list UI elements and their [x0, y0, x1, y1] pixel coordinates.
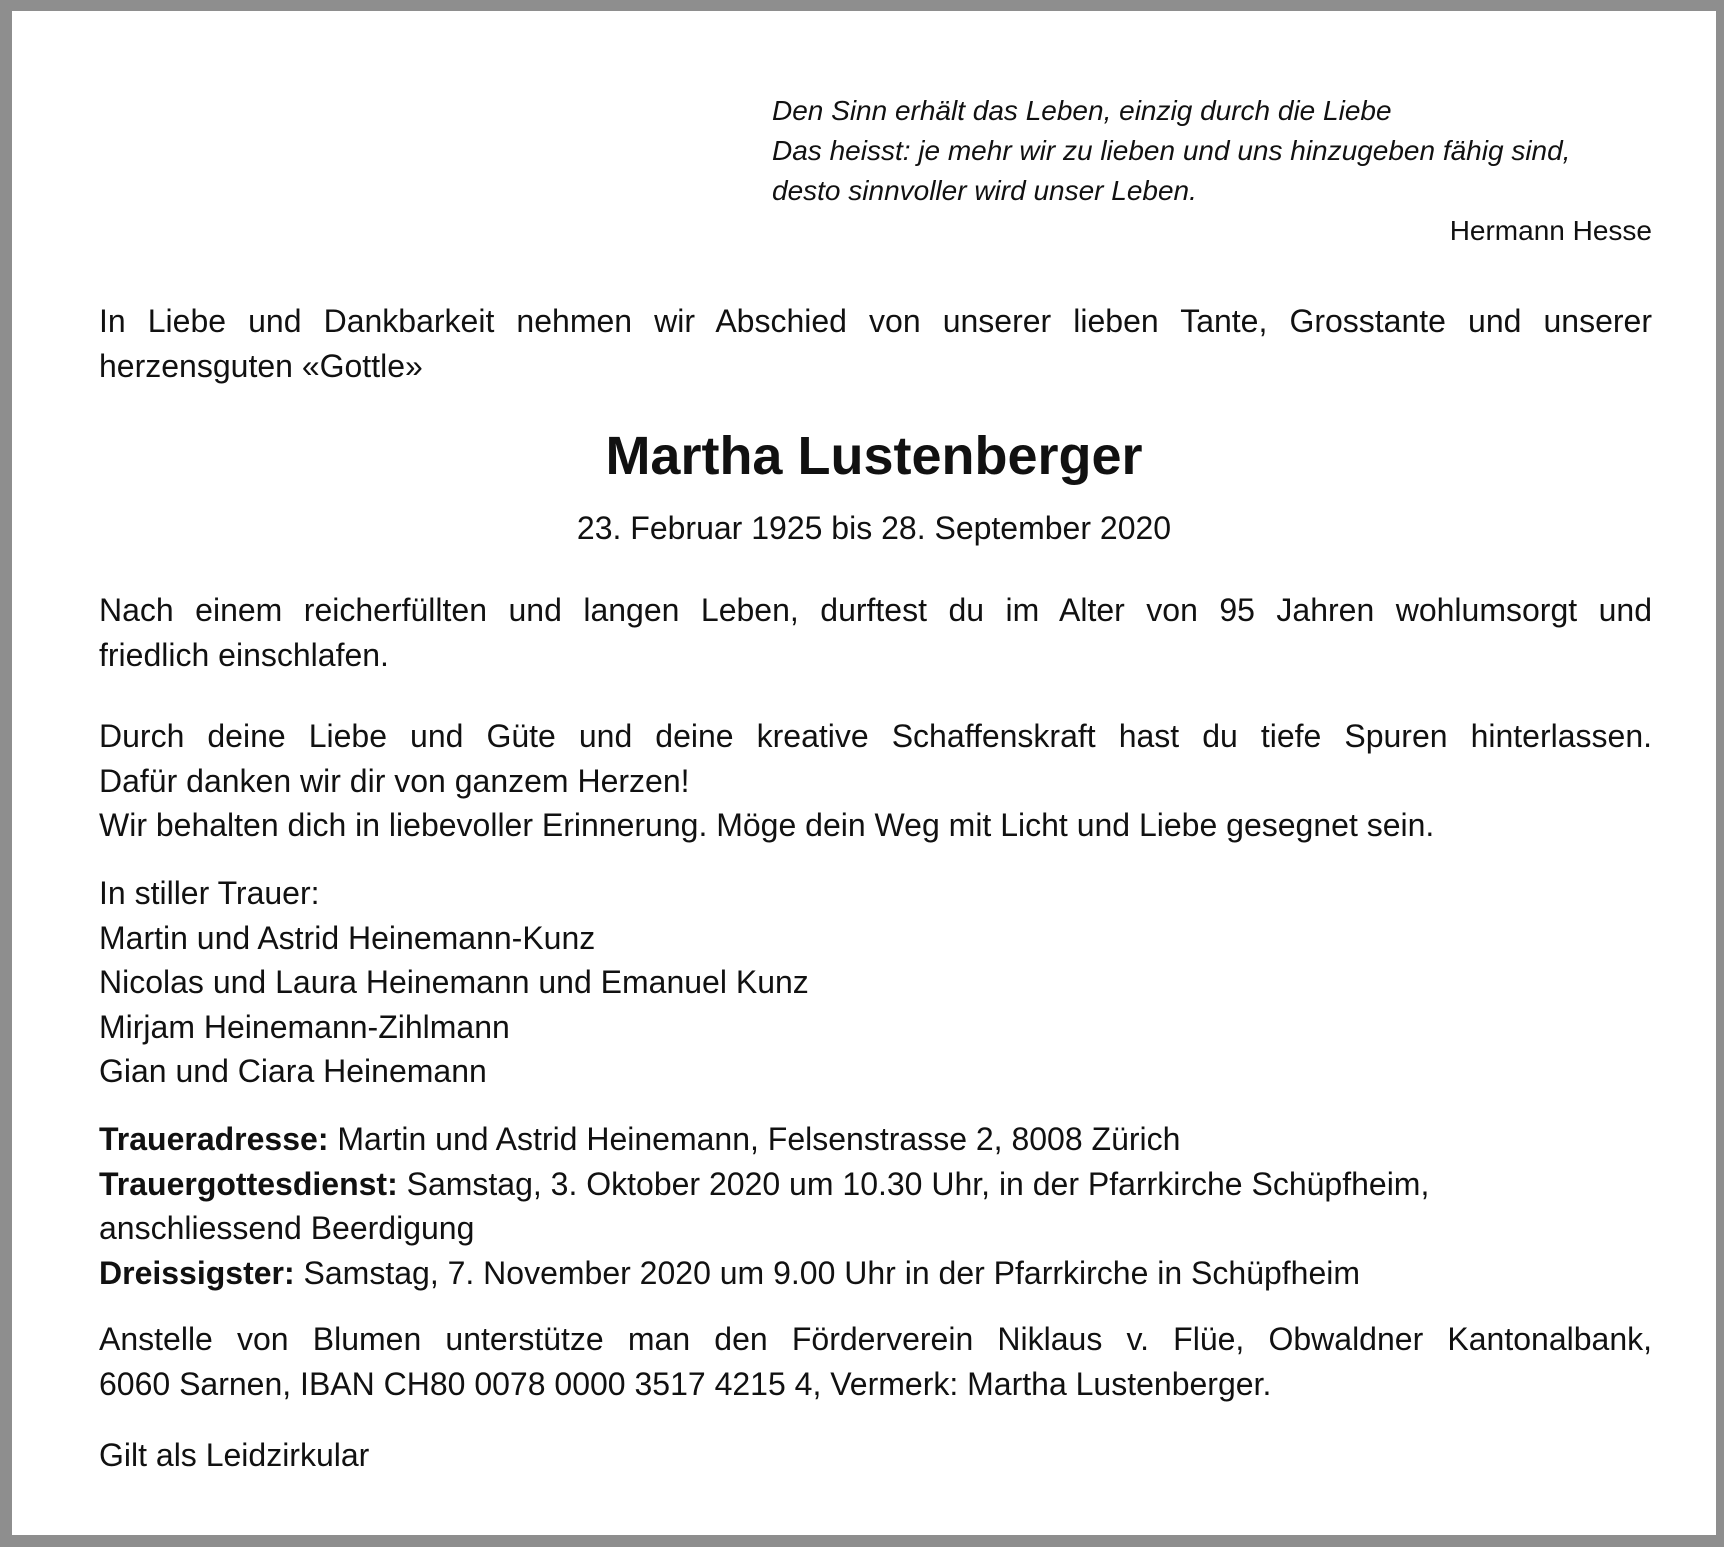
paragraph-line: Durch deine Liebe und Güte und deine kreative Schaffenskraft hast du tiefe Spuren hinterlassen. — [99, 718, 1652, 754]
paragraph-thanks — [99, 714, 1652, 848]
closing-note — [99, 1433, 1652, 1478]
paragraph-line: friedlich einschlafen. — [99, 636, 389, 673]
donation-text — [99, 1317, 1652, 1406]
thirtieth-row — [99, 1251, 1652, 1296]
intro-line: herzensguten «Gottle» — [99, 347, 423, 384]
address-label: Traueradresse: — [99, 1121, 329, 1157]
quote-line: Den Sinn erhält das Leben, einzig durch die Liebe — [772, 95, 1392, 126]
mourner-name: Nicolas und Laura Heinemann und Emanuel Kunz — [99, 964, 809, 1000]
paragraph-line: Wir behalten dich in liebevoller Erinnerung. Möge dein Weg mit Licht und Liebe gesegnet sein. — [99, 807, 1435, 843]
mourners-heading: In stiller Trauer: — [99, 875, 320, 911]
service-label: Trauergottesdienst: — [99, 1165, 398, 1202]
paragraph-life — [99, 588, 1652, 677]
mourner-name: Gian und Ciara Heinemann — [99, 1053, 487, 1089]
thirtieth-label: Dreissigster: — [99, 1254, 295, 1291]
quote-line: desto sinnvoller wird unser Leben. — [772, 175, 1197, 206]
intro-line: In Liebe und Dankbarkeit nehmen wir Abschied von unserer lieben Tante, Grosstante und unserer — [99, 303, 1652, 339]
service-row-continued: anschliessend Beerdigung — [99, 1210, 475, 1246]
paragraph-line: Nach einem reicherfüllten und langen Leben, durftest du im Alter von 95 Jahren wohlumsorgt und — [99, 592, 1652, 628]
mourner-name: Martin und Astrid Heinemann-Kunz — [99, 919, 596, 956]
donation-line: Anstelle von Blumen unterstütze man den Förderverein Niklaus v. Flüe, Obwaldner Kantonalbank, — [99, 1321, 1652, 1357]
service-value: Samstag, 3. Oktober 2020 um 10.30 Uhr, in der Pfarrkirche Schüpfheim, — [397, 1165, 1430, 1202]
mourners-list — [99, 871, 1652, 1094]
intro-text — [99, 299, 1652, 388]
deceased-name: Martha Lustenberger — [605, 426, 1143, 486]
thirtieth-value: Samstag, 7. November 2020 um 9.00 Uhr in der Pfarrkirche in Schüpfheim — [294, 1254, 1361, 1291]
paragraph-line: Dafür danken wir dir von ganzem Herzen! — [99, 762, 690, 799]
funeral-details — [99, 1117, 1652, 1295]
address-row — [99, 1117, 1652, 1162]
mourner-name: Mirjam Heinemann-Zihlmann — [99, 1008, 510, 1045]
life-dates: 23. Februar 1925 bis 28. September 2020 — [576, 510, 1172, 546]
quote — [772, 91, 1652, 211]
service-row — [99, 1162, 1652, 1207]
quote-author: Hermann Hesse — [1449, 215, 1652, 246]
address-value: Martin und Astrid Heinemann, Felsenstrasse 2, 8008 Zürich — [328, 1121, 1181, 1157]
closing-text: Gilt als Leidzirkular — [99, 1437, 370, 1473]
donation-line: 6060 Sarnen, IBAN CH80 0078 0000 3517 4215 4, Vermerk: Martha Lustenberger. — [99, 1365, 1272, 1402]
quote-line: Das heisst: je mehr wir zu lieben und uns hinzugeben fähig sind, — [772, 135, 1571, 166]
